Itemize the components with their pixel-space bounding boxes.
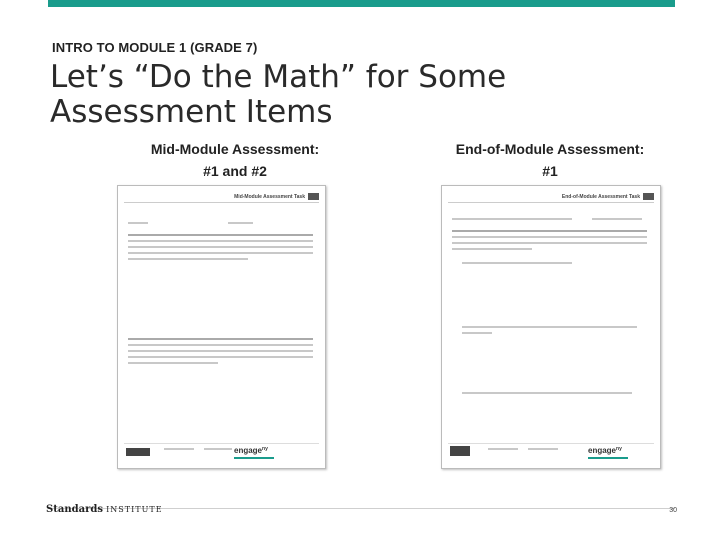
engage-underline bbox=[588, 457, 628, 459]
doc-text-line bbox=[452, 236, 647, 238]
section-kicker: INTRO TO MODULE 1 (GRADE 7) bbox=[52, 40, 258, 55]
logo-rest-word: INSTITUTE bbox=[106, 505, 163, 514]
right-heading-line1: End-of-Module Assessment: bbox=[455, 141, 645, 157]
doc-text-line bbox=[128, 356, 313, 358]
doc-header-title: End-of-Module Assessment Task bbox=[561, 194, 640, 200]
top-accent-bar bbox=[48, 0, 675, 7]
doc-text-line bbox=[128, 252, 313, 254]
doc-text-line bbox=[128, 350, 313, 352]
right-column-heading bbox=[430, 138, 670, 182]
doc-text-line bbox=[452, 242, 647, 244]
doc-footer-logo bbox=[126, 448, 150, 456]
doc-text-line bbox=[128, 222, 148, 224]
left-heading-line1: Mid-Module Assessment: bbox=[150, 141, 320, 157]
engage-logo bbox=[588, 446, 622, 455]
doc-header-tag bbox=[308, 193, 319, 200]
engage-logo bbox=[234, 446, 268, 455]
doc-footer-logo bbox=[450, 446, 470, 456]
right-heading-line2: #1 bbox=[542, 163, 558, 179]
doc-text-line bbox=[128, 240, 313, 242]
end-of-module-assessment-thumbnail bbox=[441, 185, 661, 469]
doc-text-line bbox=[204, 448, 232, 450]
doc-text-line bbox=[452, 230, 647, 232]
standards-institute-logo bbox=[46, 504, 163, 515]
doc-text-line bbox=[452, 218, 572, 220]
doc-text-line bbox=[128, 258, 248, 260]
slide-title: Let’s “Do the Math” for Some Assessment Items bbox=[50, 59, 507, 130]
doc-text-line bbox=[128, 246, 313, 248]
doc-text-line bbox=[164, 448, 194, 450]
doc-footer bbox=[124, 443, 319, 462]
engage-logo-ny: ny bbox=[262, 446, 268, 452]
page-number: 30 bbox=[669, 507, 677, 514]
doc-text-line bbox=[528, 448, 558, 450]
doc-header bbox=[448, 192, 654, 203]
mid-module-assessment-thumbnail bbox=[117, 185, 326, 469]
doc-footer bbox=[448, 443, 654, 462]
doc-text-line bbox=[452, 248, 532, 250]
doc-text-line bbox=[462, 392, 632, 394]
engage-logo-ny: ny bbox=[616, 446, 622, 452]
doc-header-tag bbox=[643, 193, 654, 200]
engage-logo-word: engage bbox=[588, 446, 617, 455]
doc-text-line bbox=[128, 344, 313, 346]
logo-bold-word: Standards bbox=[46, 504, 103, 515]
left-column-heading bbox=[130, 138, 340, 182]
doc-text-line bbox=[128, 234, 313, 236]
engage-logo-word: engage bbox=[234, 446, 263, 455]
doc-header bbox=[124, 192, 319, 203]
doc-text-line bbox=[488, 448, 518, 450]
doc-text-line bbox=[128, 362, 218, 364]
doc-text-line bbox=[128, 338, 313, 340]
doc-text-line bbox=[228, 222, 253, 224]
doc-text-line bbox=[462, 332, 492, 334]
doc-text-line bbox=[462, 262, 572, 264]
doc-text-line bbox=[462, 326, 637, 328]
doc-text-line bbox=[592, 218, 642, 220]
engage-underline bbox=[234, 457, 274, 459]
left-heading-line2: #1 and #2 bbox=[203, 163, 267, 179]
doc-header-title: Mid-Module Assessment Task bbox=[234, 194, 305, 200]
